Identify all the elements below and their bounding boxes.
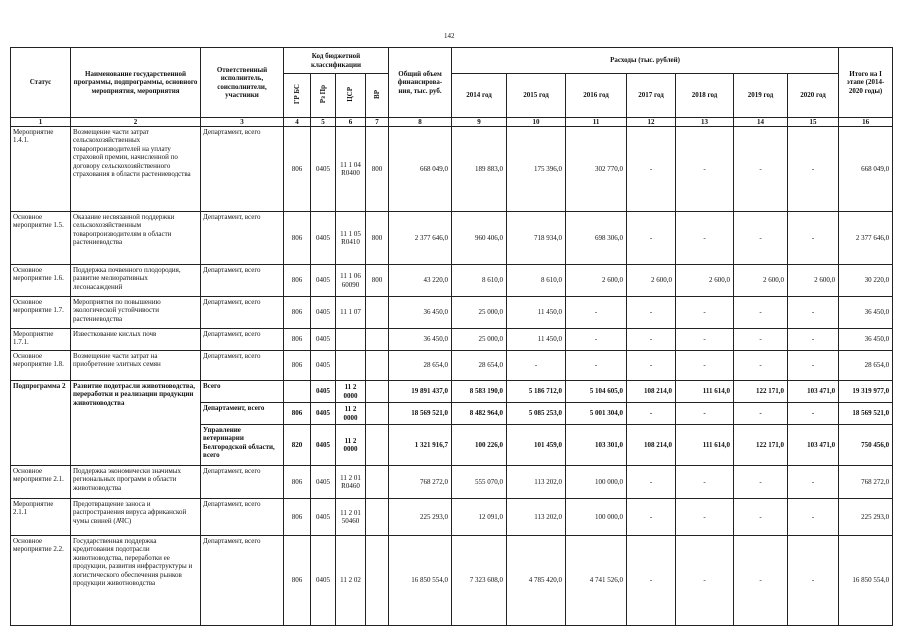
year-2020-cell: 103 471,0 (788, 381, 839, 403)
total-cell: 668 049,0 (389, 127, 452, 212)
table-row (11, 381, 893, 403)
year-2015-cell: 11 450,0 (507, 329, 566, 351)
year-2020-cell: - (788, 329, 839, 351)
header-itogo: Итого на I этапе (2014-2020 годы) (839, 48, 893, 118)
total-cell: 768 272,0 (389, 466, 452, 499)
table-row (11, 536, 893, 626)
year-2019-cell: 122 171,0 (734, 381, 788, 403)
year-2020-cell: - (788, 536, 839, 626)
status-cell: Основное мероприятие 1.7. (11, 297, 71, 329)
grbs-cell: 806 (284, 466, 311, 499)
year-2016-cell: - (566, 297, 627, 329)
total-cell: 36 450,0 (389, 329, 452, 351)
column-number: 16 (839, 118, 893, 127)
rzpr-cell: 0405 (311, 212, 336, 265)
grbs-cell: 806 (284, 297, 311, 329)
year-2015-cell: 175 396,0 (507, 127, 566, 212)
year-2017-cell: - (627, 536, 676, 626)
header-rzpr (311, 74, 336, 118)
column-number: 11 (566, 118, 627, 127)
header-name: Наименование государственной программы, подпрограммы, основного мероприятия, мероприятия (71, 48, 201, 118)
grbs-cell: 806 (284, 536, 311, 626)
header-year-2015: 2015 год (507, 74, 566, 118)
year-2019-cell: - (734, 329, 788, 351)
year-2017-cell: - (627, 351, 676, 381)
rzpr-cell: 0405 (311, 329, 336, 351)
itogo-cell: 36 450,0 (839, 329, 893, 351)
responsible-cell: Департамент, всего (201, 403, 284, 425)
year-2015-cell: 4 785 420,0 (507, 536, 566, 626)
status-cell: Основное мероприятие 1.6. (11, 265, 71, 297)
year-2014-cell: 189 883,0 (452, 127, 507, 212)
total-cell: 2 377 646,0 (389, 212, 452, 265)
year-2016-cell: 103 301,0 (566, 425, 627, 466)
status-cell: Подпрограмма 2 (11, 381, 71, 466)
vr-cell (366, 466, 389, 499)
itogo-cell: 750 456,0 (839, 425, 893, 466)
year-2014-cell: 8 482 964,0 (452, 403, 507, 425)
year-2014-cell: 25 000,0 (452, 329, 507, 351)
name-cell: Государственная поддержка кредитования подотрасли животноводства, переработки ее продукции, развития инфраструктуры и логистического обеспечения рынков продукции животноводства (71, 536, 201, 626)
year-2015-cell: - (507, 351, 566, 381)
year-2015-cell: 11 450,0 (507, 297, 566, 329)
year-2016-cell: 5 104 605,0 (566, 381, 627, 403)
year-2017-cell: - (627, 403, 676, 425)
year-2014-cell: 555 070,0 (452, 466, 507, 499)
table-row (11, 329, 893, 351)
vr-cell (366, 425, 389, 466)
year-2019-cell: - (734, 403, 788, 425)
header-year-2014: 2014 год (452, 74, 507, 118)
total-cell: 1 321 916,7 (389, 425, 452, 466)
itogo-cell: 668 049,0 (839, 127, 893, 212)
header-vr (366, 74, 389, 118)
name-cell: Предотвращение заноса и распространения вируса африканской чумы свиней (АЧС) (71, 499, 201, 536)
year-2015-cell: 8 610,0 (507, 265, 566, 297)
rzpr-cell: 0405 (311, 466, 336, 499)
header-status: Статус (11, 48, 71, 118)
vr-cell (366, 403, 389, 425)
year-2016-cell: 698 306,0 (566, 212, 627, 265)
status-cell: Основное мероприятие 2.1. (11, 466, 71, 499)
name-cell: Поддержка экономически значимых региональных программ в области животноводства (71, 466, 201, 499)
year-2014-cell: 28 654,0 (452, 351, 507, 381)
rzpr-cell: 0405 (311, 381, 336, 403)
itogo-cell: 36 450,0 (839, 297, 893, 329)
total-cell: 28 654,0 (389, 351, 452, 381)
rzpr-cell: 0405 (311, 297, 336, 329)
vr-cell (366, 381, 389, 403)
responsible-cell: Департамент, всего (201, 127, 284, 212)
grbs-cell: 806 (284, 127, 311, 212)
year-2017-cell: - (627, 466, 676, 499)
page-number: 142 (444, 32, 455, 40)
column-number: 12 (627, 118, 676, 127)
column-number: 3 (201, 118, 284, 127)
table-row (11, 499, 893, 536)
header-grbs-label: ГР БС (292, 84, 301, 105)
vr-cell: 800 (366, 265, 389, 297)
year-2017-cell: - (627, 329, 676, 351)
year-2018-cell: 111 614,0 (676, 425, 734, 466)
total-cell: 16 850 554,0 (389, 536, 452, 626)
rzpr-cell: 0405 (311, 265, 336, 297)
year-2016-cell: 5 001 304,0 (566, 403, 627, 425)
column-number: 5 (311, 118, 336, 127)
header-year-2018: 2018 год (676, 74, 734, 118)
header-csr (336, 74, 366, 118)
table-row (11, 297, 893, 329)
total-cell: 36 450,0 (389, 297, 452, 329)
total-cell: 43 220,0 (389, 265, 452, 297)
vr-cell: 800 (366, 212, 389, 265)
header-year-2017: 2017 год (627, 74, 676, 118)
year-2016-cell: 2 600,0 (566, 265, 627, 297)
header-total: Общий объем финансирова- ния, тыс. руб. (389, 48, 452, 118)
column-number-row (11, 118, 893, 127)
year-2019-cell: 2 600,0 (734, 265, 788, 297)
responsible-cell: Управление ветеринарии Белгородской области, всего (201, 425, 284, 466)
year-2016-cell: 302 770,0 (566, 127, 627, 212)
year-2019-cell: - (734, 499, 788, 536)
year-2017-cell: 108 214,0 (627, 425, 676, 466)
responsible-cell: Всего (201, 381, 284, 403)
csr-cell: 11 1 05 R0410 (336, 212, 366, 265)
column-number: 1 (11, 118, 71, 127)
status-cell: Мероприятие 2.1.1 (11, 499, 71, 536)
table-row (11, 466, 893, 499)
year-2020-cell: - (788, 127, 839, 212)
grbs-cell: 820 (284, 425, 311, 466)
year-2018-cell: - (676, 297, 734, 329)
year-2017-cell: - (627, 499, 676, 536)
rzpr-cell: 0405 (311, 425, 336, 466)
name-cell: Возмещение части затрат на приобретение элитных семян (71, 351, 201, 381)
year-2018-cell: - (676, 212, 734, 265)
year-2019-cell: - (734, 536, 788, 626)
year-2014-cell: 8 583 190,0 (452, 381, 507, 403)
vr-cell (366, 536, 389, 626)
status-cell: Мероприятие 1.4.1. (11, 127, 71, 212)
year-2016-cell: 100 000,0 (566, 499, 627, 536)
year-2017-cell: - (627, 212, 676, 265)
year-2020-cell: 103 471,0 (788, 425, 839, 466)
status-cell: Основное мероприятие 1.5. (11, 212, 71, 265)
year-2018-cell: - (676, 403, 734, 425)
year-2020-cell: - (788, 351, 839, 381)
year-2014-cell: 100 226,0 (452, 425, 507, 466)
year-2018-cell: 2 600,0 (676, 265, 734, 297)
year-2015-cell: 113 202,0 (507, 499, 566, 536)
header-year-2020: 2020 год (788, 74, 839, 118)
header-expenses-group: Расходы (тыс. рублей) (452, 48, 839, 74)
responsible-cell: Департамент, всего (201, 536, 284, 626)
year-2019-cell: 122 171,0 (734, 425, 788, 466)
responsible-cell: Департамент, всего (201, 466, 284, 499)
itogo-cell: 2 377 646,0 (839, 212, 893, 265)
responsible-cell: Департамент, всего (201, 499, 284, 536)
year-2017-cell: 2 600,0 (627, 265, 676, 297)
column-number: 10 (507, 118, 566, 127)
year-2016-cell: 100 000,0 (566, 466, 627, 499)
grbs-cell (284, 381, 311, 403)
year-2018-cell: - (676, 329, 734, 351)
year-2020-cell: - (788, 499, 839, 536)
year-2020-cell: - (788, 466, 839, 499)
header-code-group: Код бюджетной классификации (284, 48, 389, 74)
header-rzpr-label: Рз Пр (318, 85, 327, 104)
total-cell: 18 569 521,0 (389, 403, 452, 425)
year-2016-cell: 4 741 526,0 (566, 536, 627, 626)
csr-cell: 11 2 0000 (336, 403, 366, 425)
csr-cell (336, 351, 366, 381)
csr-cell: 11 2 0000 (336, 425, 366, 466)
year-2017-cell: - (627, 297, 676, 329)
csr-cell (336, 329, 366, 351)
itogo-cell: 30 220,0 (839, 265, 893, 297)
year-2015-cell: 718 934,0 (507, 212, 566, 265)
grbs-cell: 806 (284, 403, 311, 425)
table-row (11, 265, 893, 297)
name-cell: Развитие подотрасли животноводства, переработки и реализации продукции животноводства (71, 381, 201, 466)
name-cell: Мероприятия по повышению экологической устойчивости растениеводства (71, 297, 201, 329)
year-2016-cell: - (566, 351, 627, 381)
year-2018-cell: - (676, 466, 734, 499)
name-cell: Возмещение части затрат сельскохозяйственных товаропроизводителей на уплату страховой премии, начисленной по договору сельскохозяйственного страхования в области растениеводства (71, 127, 201, 212)
year-2018-cell: - (676, 351, 734, 381)
rzpr-cell: 0405 (311, 127, 336, 212)
rzpr-cell: 0405 (311, 403, 336, 425)
table-row (11, 127, 893, 212)
vr-cell (366, 297, 389, 329)
header-grbs (284, 74, 311, 118)
year-2018-cell: - (676, 127, 734, 212)
year-2014-cell: 960 406,0 (452, 212, 507, 265)
year-2015-cell: 5 085 253,0 (507, 403, 566, 425)
column-number: 8 (389, 118, 452, 127)
csr-cell: 11 2 02 (336, 536, 366, 626)
name-cell: Оказание несвязанной поддержки сельскохозяйственным товаропроизводителям в области растениеводства (71, 212, 201, 265)
grbs-cell: 806 (284, 265, 311, 297)
year-2016-cell: - (566, 329, 627, 351)
total-cell: 19 891 437,0 (389, 381, 452, 403)
header-responsible: Ответственный исполнитель, соисполнители, участники (201, 48, 284, 118)
rzpr-cell: 0405 (311, 499, 336, 536)
responsible-cell: Департамент, всего (201, 265, 284, 297)
year-2020-cell: - (788, 212, 839, 265)
year-2020-cell: - (788, 297, 839, 329)
header-vr-label: ВР (372, 89, 381, 99)
csr-cell: 11 2 01 R0460 (336, 466, 366, 499)
year-2019-cell: - (734, 466, 788, 499)
rzpr-cell: 0405 (311, 351, 336, 381)
vr-cell (366, 329, 389, 351)
csr-cell: 11 1 07 (336, 297, 366, 329)
column-number: 9 (452, 118, 507, 127)
year-2014-cell: 8 610,0 (452, 265, 507, 297)
year-2018-cell: 111 614,0 (676, 381, 734, 403)
year-2015-cell: 113 202,0 (507, 466, 566, 499)
itogo-cell: 225 293,0 (839, 499, 893, 536)
status-cell: Основное мероприятие 2.2. (11, 536, 71, 626)
column-number: 6 (336, 118, 366, 127)
responsible-cell: Департамент, всего (201, 351, 284, 381)
vr-cell (366, 351, 389, 381)
grbs-cell: 806 (284, 329, 311, 351)
header-year-2019: 2019 год (734, 74, 788, 118)
year-2014-cell: 25 000,0 (452, 297, 507, 329)
column-number: 4 (284, 118, 311, 127)
status-cell: Мероприятие 1.7.1. (11, 329, 71, 351)
year-2019-cell: - (734, 127, 788, 212)
header-csr-label: ЦСР (346, 86, 355, 102)
year-2015-cell: 101 459,0 (507, 425, 566, 466)
column-number: 7 (366, 118, 389, 127)
itogo-cell: 28 654,0 (839, 351, 893, 381)
column-number: 14 (734, 118, 788, 127)
csr-cell: 11 2 01 50460 (336, 499, 366, 536)
table-row (11, 212, 893, 265)
responsible-cell: Департамент, всего (201, 329, 284, 351)
budget-table (10, 47, 893, 626)
table-row (11, 351, 893, 381)
status-cell: Основное мероприятие 1.8. (11, 351, 71, 381)
year-2020-cell: - (788, 403, 839, 425)
vr-cell: 800 (366, 127, 389, 212)
year-2019-cell: - (734, 351, 788, 381)
itogo-cell: 16 850 554,0 (839, 536, 893, 626)
column-number: 13 (676, 118, 734, 127)
name-cell: Известкование кислых почв (71, 329, 201, 351)
header-year-2016: 2016 год (566, 74, 627, 118)
total-cell: 225 293,0 (389, 499, 452, 536)
year-2018-cell: - (676, 536, 734, 626)
year-2014-cell: 12 091,0 (452, 499, 507, 536)
rzpr-cell: 0405 (311, 536, 336, 626)
name-cell: Поддержка почвенного плодородия, развитие мелиоративных лесонасаждений (71, 265, 201, 297)
grbs-cell: 806 (284, 212, 311, 265)
year-2020-cell: 2 600,0 (788, 265, 839, 297)
year-2017-cell: - (627, 127, 676, 212)
column-number: 2 (71, 118, 201, 127)
grbs-cell: 806 (284, 499, 311, 536)
year-2018-cell: - (676, 499, 734, 536)
responsible-cell: Департамент, всего (201, 212, 284, 265)
year-2014-cell: 7 323 608,0 (452, 536, 507, 626)
year-2019-cell: - (734, 297, 788, 329)
header-row (11, 48, 893, 74)
csr-cell: 11 1 04 R0400 (336, 127, 366, 212)
year-2017-cell: 108 214,0 (627, 381, 676, 403)
year-2015-cell: 5 186 712,0 (507, 381, 566, 403)
csr-cell: 11 1 06 60090 (336, 265, 366, 297)
csr-cell: 11 2 0000 (336, 381, 366, 403)
grbs-cell: 806 (284, 351, 311, 381)
itogo-cell: 18 569 521,0 (839, 403, 893, 425)
itogo-cell: 768 272,0 (839, 466, 893, 499)
column-number: 15 (788, 118, 839, 127)
itogo-cell: 19 319 977,0 (839, 381, 893, 403)
year-2019-cell: - (734, 212, 788, 265)
responsible-cell: Департамент, всего (201, 297, 284, 329)
vr-cell (366, 499, 389, 536)
